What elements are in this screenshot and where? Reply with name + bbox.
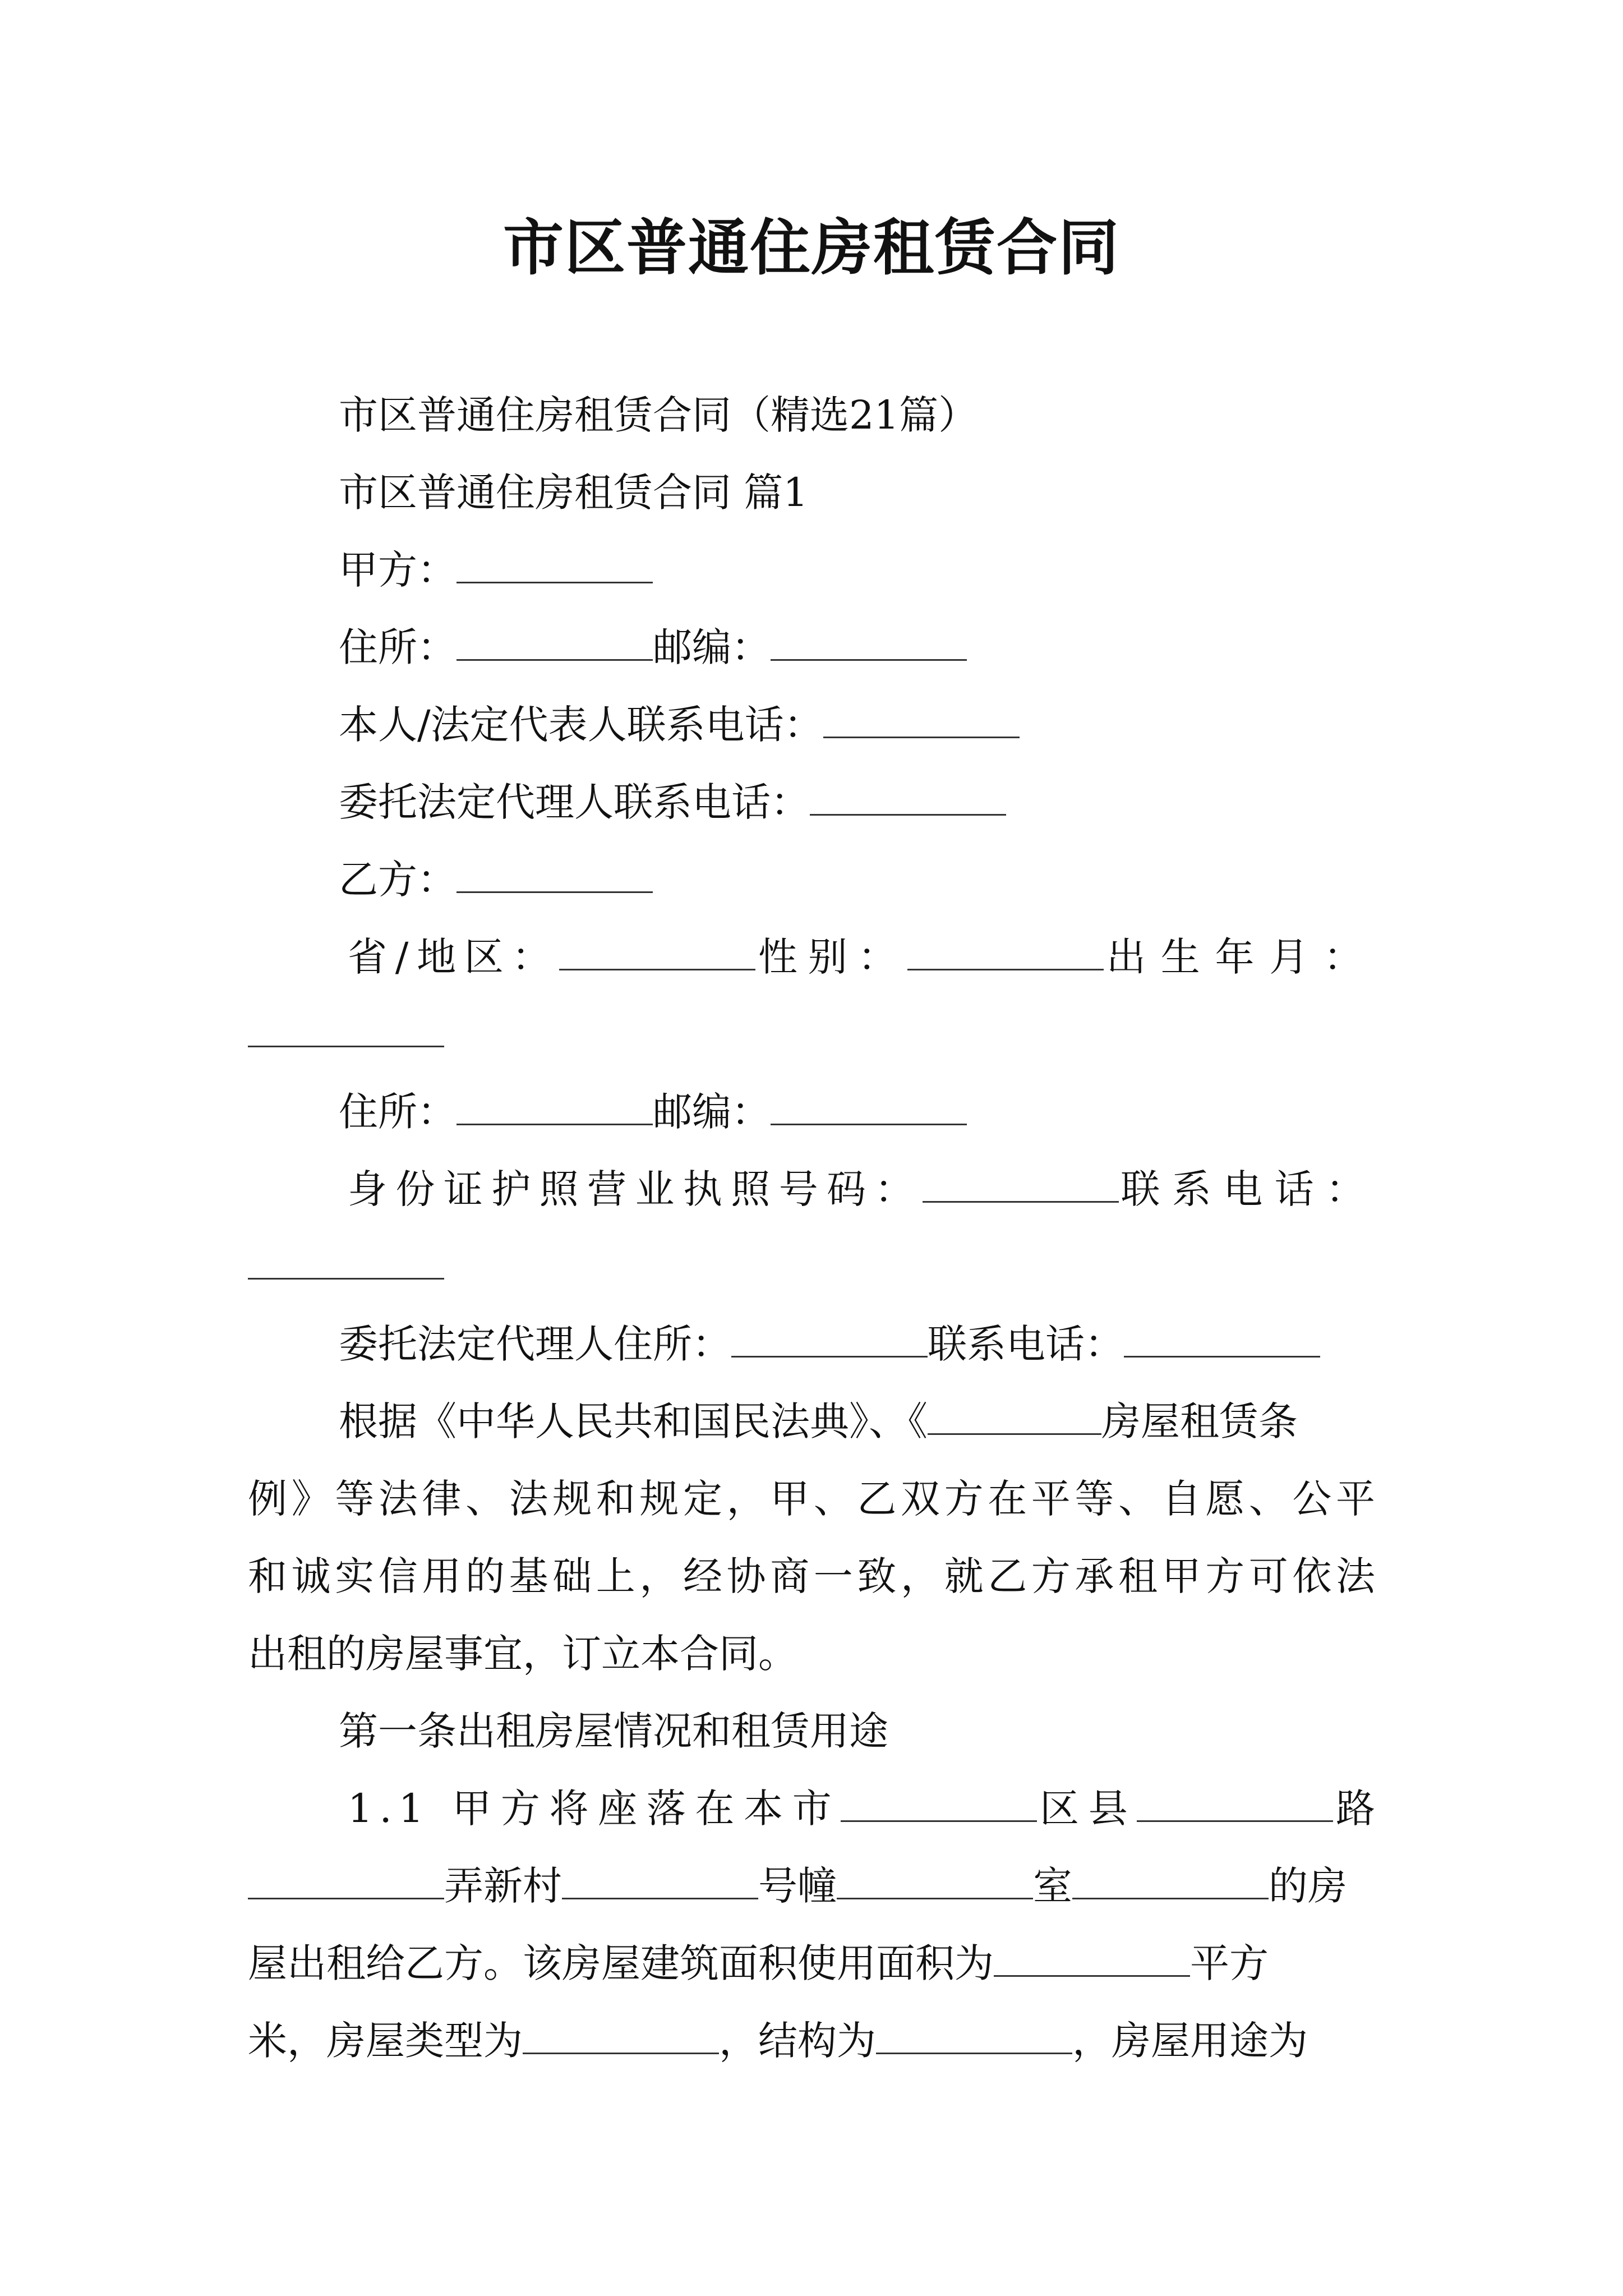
building-field[interactable] [837, 1866, 1033, 1899]
document-subtitle: 市区普通住房租赁合同（精选21篇） [339, 392, 978, 438]
document-title: 市区普通住房租赁合同 [502, 213, 1120, 283]
party-a-rep-phone-line [339, 697, 1020, 753]
section-heading: 市区普通住房租赁合同 篇1 [339, 470, 808, 516]
article-1-text-f: 室 [1033, 1863, 1072, 1909]
article-1-line-3 [248, 1935, 1375, 1991]
structure-field[interactable] [876, 2021, 1072, 2054]
party-a-agent-phone-field[interactable] [810, 783, 1006, 816]
party-b-label: 乙方： [339, 857, 457, 903]
party-b-postcode-field[interactable] [771, 1092, 967, 1125]
road-field[interactable] [248, 1866, 444, 1899]
party-a-postcode-field[interactable] [771, 628, 967, 661]
party-b-address-label: 住所： [339, 1089, 457, 1135]
party-a-line [339, 542, 653, 598]
party-a-agent-phone-label: 委托法定代理人联系电话： [339, 779, 810, 825]
room-field[interactable] [1072, 1866, 1269, 1899]
preamble-text-1b: 房屋租赁条 [1101, 1398, 1298, 1444]
party-a-address-label: 住所： [339, 624, 457, 670]
preamble-line-4: 出租的房屋事宜，订立本合同。 [248, 1631, 797, 1677]
house-type-field[interactable] [523, 2021, 719, 2054]
party-b-phone-field[interactable] [248, 1246, 444, 1280]
article-1-text-b: 区县 [1037, 1786, 1137, 1832]
regulation-name-field[interactable] [928, 1402, 1101, 1435]
preamble-text-1a: 根据《中华人民共和国民法典》、《 [339, 1398, 928, 1444]
article-1-heading: 第一条出租房屋情况和租赁用途 [339, 1708, 888, 1754]
city-field[interactable] [841, 1789, 1037, 1822]
article-1-text-j: 米，房屋类型为 [248, 2018, 523, 2064]
party-a-agent-phone-line [339, 774, 1006, 830]
party-b-address-line [339, 1084, 967, 1140]
party-b-address-field[interactable] [457, 1092, 653, 1125]
preamble-line-2: 例》等法律、法规和规定，甲、乙双方在平等、自愿、公平 [248, 1476, 1375, 1522]
party-a-rep-phone-field[interactable] [823, 705, 1020, 738]
party-b-id-line [348, 1161, 1375, 1217]
party-b-postcode-label: 邮编： [653, 1089, 771, 1135]
party-b-agent-phone-label: 联系电话： [928, 1321, 1124, 1367]
article-1-text-g: 的房 [1269, 1863, 1347, 1909]
article-1-text-d: 弄新村 [444, 1863, 562, 1909]
party-b-birth-field[interactable] [248, 1014, 444, 1047]
party-b-gender-field[interactable] [907, 937, 1104, 970]
party-b-info-line [348, 929, 1375, 985]
party-b-id-label: 身份证护照营业执照号码： [348, 1166, 923, 1212]
lane-field[interactable] [562, 1866, 758, 1899]
article-1-line-4 [248, 2013, 1375, 2069]
party-b-line [339, 852, 653, 908]
article-1-text-l: ，房屋用途为 [1072, 2018, 1308, 2064]
article-1-line-2 [248, 1858, 1375, 1914]
district-field[interactable] [1137, 1789, 1333, 1822]
article-1-text-c: 路 [1333, 1786, 1376, 1832]
preamble-line-1 [339, 1393, 1298, 1450]
party-a-address-field[interactable] [457, 628, 653, 661]
party-b-id-field[interactable] [923, 1170, 1119, 1203]
article-1-text-k: ，结构为 [719, 2018, 876, 2064]
party-b-agent-line [339, 1316, 1320, 1372]
party-b-province-label: 省/地区： [348, 934, 560, 980]
party-a-postcode-label: 邮编： [653, 624, 771, 670]
article-1-text-a: 1.1 甲方将座落在本市 [348, 1786, 841, 1832]
party-a-address-line [339, 619, 967, 675]
article-1-text-e: 号幢 [758, 1863, 837, 1909]
article-1-text-h: 屋出租给乙方。该房屋建筑面积使用面积为 [248, 1940, 994, 1986]
party-b-agent-address-field[interactable] [731, 1324, 928, 1358]
area-field[interactable] [994, 1944, 1190, 1977]
party-a-rep-phone-label: 本人/法定代表人联系电话： [339, 702, 823, 748]
party-a-label: 甲方： [339, 547, 457, 593]
party-b-agent-address-label: 委托法定代理人住所： [339, 1321, 731, 1367]
party-b-gender-label: 性别： [755, 934, 908, 980]
article-1-text-i: 平方 [1190, 1940, 1269, 1986]
party-b-name-field[interactable] [457, 860, 653, 893]
party-a-name-field[interactable] [457, 550, 653, 583]
article-1-line-1 [348, 1780, 1375, 1837]
party-b-province-field[interactable] [559, 937, 755, 970]
preamble-line-3: 和诚实信用的基础上，经协商一致，就乙方承租甲方可依法 [248, 1553, 1375, 1599]
party-b-agent-phone-field[interactable] [1124, 1324, 1320, 1358]
party-b-birth-label: 出生年月： [1104, 934, 1376, 980]
party-b-phone-label: 联系电话： [1118, 1166, 1376, 1212]
